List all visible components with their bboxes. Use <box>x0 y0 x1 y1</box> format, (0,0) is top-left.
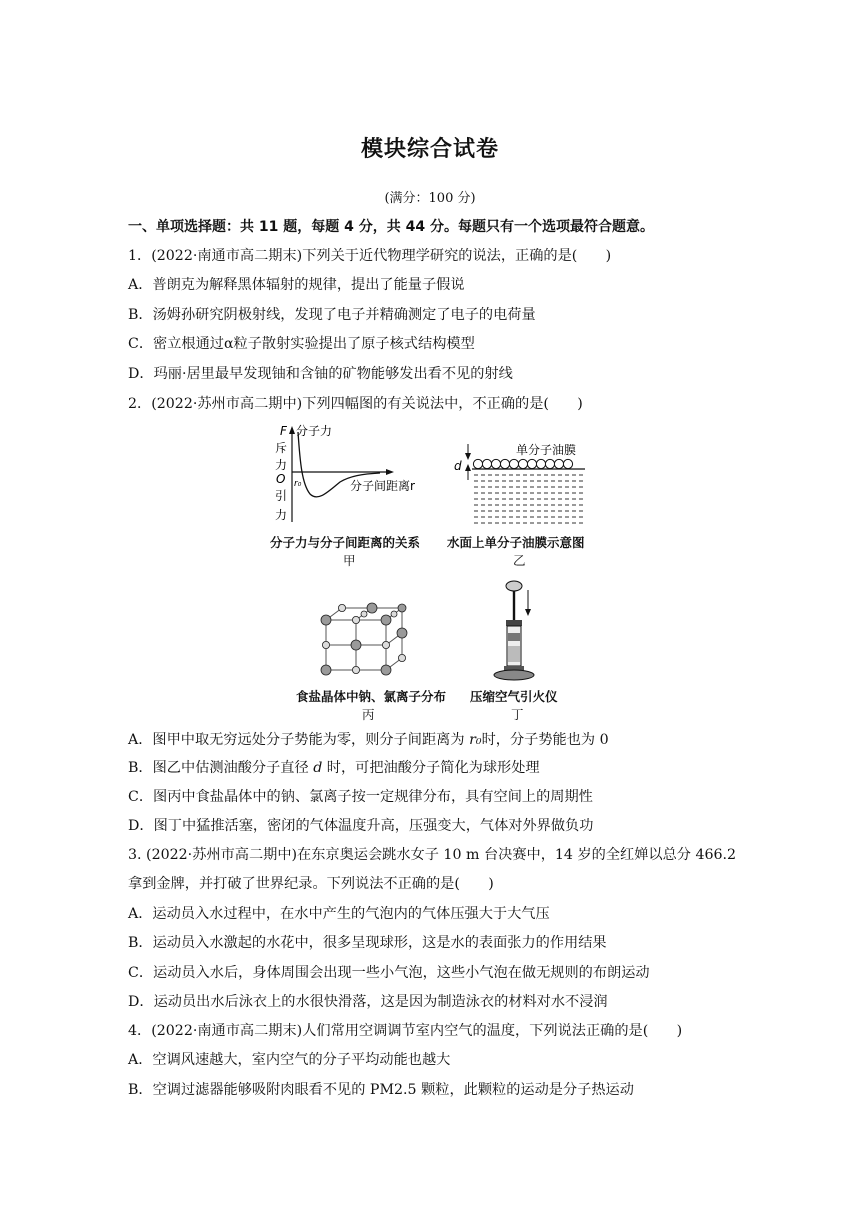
film-label: 单分子油膜 <box>516 443 577 457</box>
figure-ding-fire-piston <box>492 578 552 686</box>
q2-option-b: B．图乙中估测油酸分子直径 d 时，可把油酸分子简化为球形处理 <box>128 760 540 776</box>
q1-stem: 1．(2022·南通市高二期末)下列关于近代物理学研究的说法，正确的是( ) <box>128 248 612 264</box>
document-title: 模块综合试卷 <box>360 137 499 162</box>
force-axis-li2: 力 <box>275 508 288 522</box>
r0-label: r₀ <box>294 479 302 489</box>
full-score-note: (满分：100 分) <box>384 191 476 206</box>
q3-stem-line2: 拿到金牌，并打破了世界纪录。下列说法不正确的是( ) <box>128 876 494 892</box>
force-axis-origin: O <box>276 472 286 486</box>
section-heading: 一、单项选择题：共 11 题，每题 4 分，共 44 分。每题只有一个选项最符合题意。 <box>128 219 654 235</box>
force-axis-yin: 引 <box>275 489 288 503</box>
figure-jia-force-curve <box>270 422 450 530</box>
figure-ding-caption: 压缩空气引火仪 <box>470 689 558 704</box>
force-axis-chi: 斥 <box>275 441 288 455</box>
q2-stem: 2．(2022·苏州市高二期中)下列四幅图的有关说法中，不正确的是( ) <box>128 396 583 412</box>
figure-bing-label: 丙 <box>362 707 375 722</box>
q1-option-c: C．密立根通过α粒子散射实验提出了原子核式结构模型 <box>128 336 475 352</box>
figure-ding-label: 丁 <box>511 707 524 722</box>
q3-option-b: B．运动员入水激起的水花中，很多呈现球形，这是水的表面张力的作用结果 <box>128 935 607 951</box>
q4-option-a: A．空调风速越大，室内空气的分子平均动能也越大 <box>128 1052 451 1068</box>
q1-option-d: D．玛丽·居里最早发现铀和含铀的矿物能够发出看不见的射线 <box>128 366 513 382</box>
force-axis-li1: 力 <box>275 458 288 472</box>
q1-option-b: B．汤姆孙研究阴极射线，发现了电子并精确测定了电子的电荷量 <box>128 307 536 323</box>
q3-option-d: D．运动员出水后泳衣上的水很快滑落，这是因为制造泳衣的材料对水不浸润 <box>128 994 608 1010</box>
q3-option-a: A．运动员入水过程中，在水中产生的气泡内的气体压强大于大气压 <box>128 906 550 922</box>
q4-stem: 4．(2022·南通市高二期末)人们常用空调调节室内空气的温度，下列说法正确的是( ) <box>128 1023 683 1039</box>
figure-jia-caption: 分子力与分子间距离的关系 <box>270 535 421 550</box>
distance-axis-label: 分子间距离r <box>350 479 415 493</box>
figure-yi-label: 乙 <box>513 553 526 568</box>
figure-jia-label: 甲 <box>343 553 356 568</box>
q2-option-d: D．图丁中猛推活塞，密闭的气体温度升高，压强变大，气体对外界做负功 <box>128 818 594 834</box>
figure-yi-oil-film <box>450 440 600 530</box>
figure-bing-caption: 食盐晶体中钠、氯离子分布 <box>296 689 447 704</box>
q2-option-a: A．图甲中取无穷远处分子势能为零，则分子间距离为 r₀时，分子势能也为 0 <box>128 732 609 748</box>
q4-option-b: B．空调过滤器能够吸附肉眼看不见的 PM2.5 颗粒，此颗粒的运动是分子热运动 <box>128 1082 634 1098</box>
force-axis-f: F <box>280 424 287 438</box>
q2-option-c: C．图丙中食盐晶体中的钠、氯离子按一定规律分布，具有空间上的周期性 <box>128 789 593 805</box>
figure-yi-caption: 水面上单分子油膜示意图 <box>447 535 585 550</box>
figure-bing-crystal <box>318 598 418 683</box>
q1-option-a: A．普朗克为解释黑体辐射的规律，提出了能量子假说 <box>128 277 465 293</box>
q3-option-c: C．运动员入水后，身体周围会出现一些小气泡，这些小气泡在做无规则的布朗运动 <box>128 965 650 981</box>
force-axis-label: 分子力 <box>296 424 333 438</box>
q3-stem-line1: 3. (2022·苏州市高二期中)在东京奥运会跳水女子 10 m 台决赛中，14 岁的全红婵以总分 466.2 <box>128 847 737 863</box>
film-thickness-d: d <box>454 459 462 473</box>
